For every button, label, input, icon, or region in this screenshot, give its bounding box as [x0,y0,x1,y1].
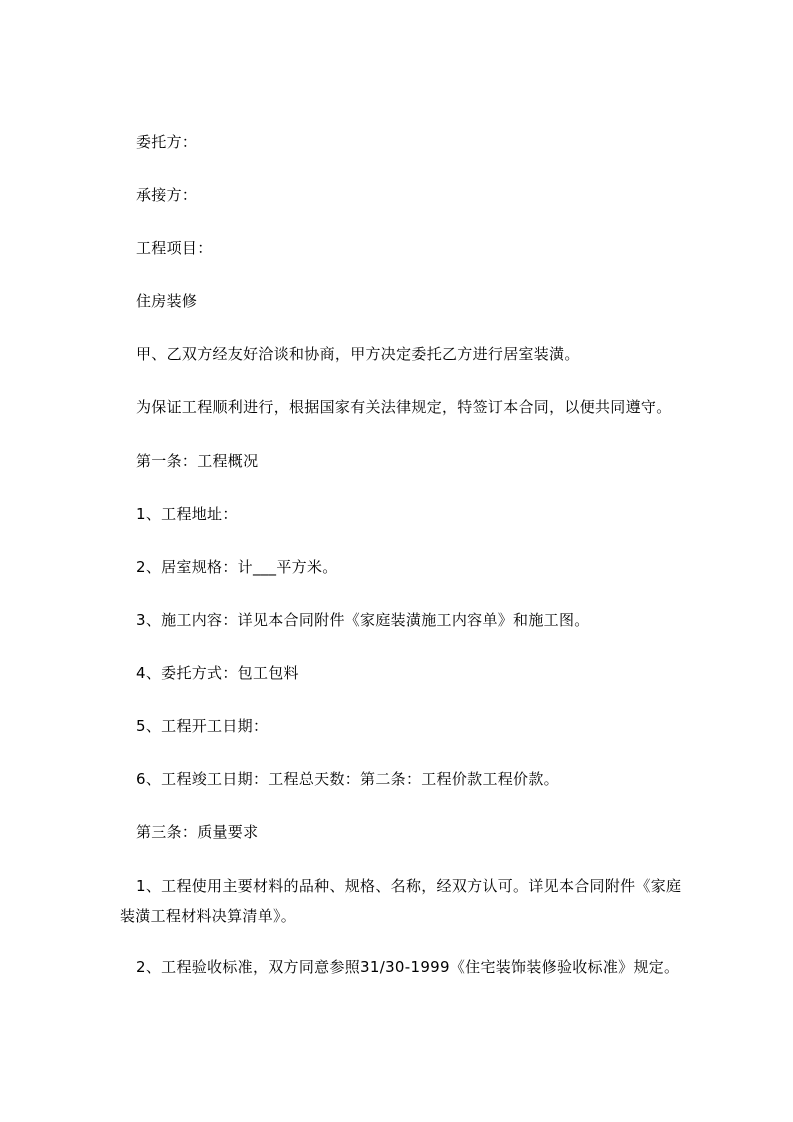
project-value: 住房装修 [136,292,198,310]
project-label: 工程项目： [136,239,213,257]
intro-paragraph: 甲、乙双方经友好洽谈和协商，甲方决定委托乙方进行居室装潢。 [136,345,580,363]
clause-start-date: 5、工程开工日期： [136,717,269,735]
clause-end-date: 6、工程竣工日期：工程总天数：第二条：工程价款工程价款。 [136,770,559,788]
quality-clause-standard: 2、工程验收标准，双方同意参照31/30-1999《住宅装饰装修验收标准》规定。 [136,958,680,976]
clause-size: 2、居室规格：计___平方米。 [136,558,338,576]
article-three-heading: 第三条：质量要求 [136,823,259,841]
clause-address: 1、工程地址： [136,505,238,523]
purpose-paragraph: 为保证工程顺利进行，根据国家有关法律规定，特签订本合同，以便共同遵守。 [136,398,672,416]
article-one-heading: 第一条：工程概况 [136,452,259,470]
client-label: 委托方： [136,133,198,151]
clause-content: 3、施工内容：详见本合同附件《家庭装潢施工内容单》和施工图。 [136,611,590,629]
clause-method: 4、委托方式：包工包料 [136,664,299,682]
contractor-label: 承接方： [136,186,198,204]
quality-clause-materials: 1、工程使用主要材料的品种、规格、名称，经双方认可。详见本合同附件《家庭装潢工程材料决算清单》。 [120,877,682,925]
